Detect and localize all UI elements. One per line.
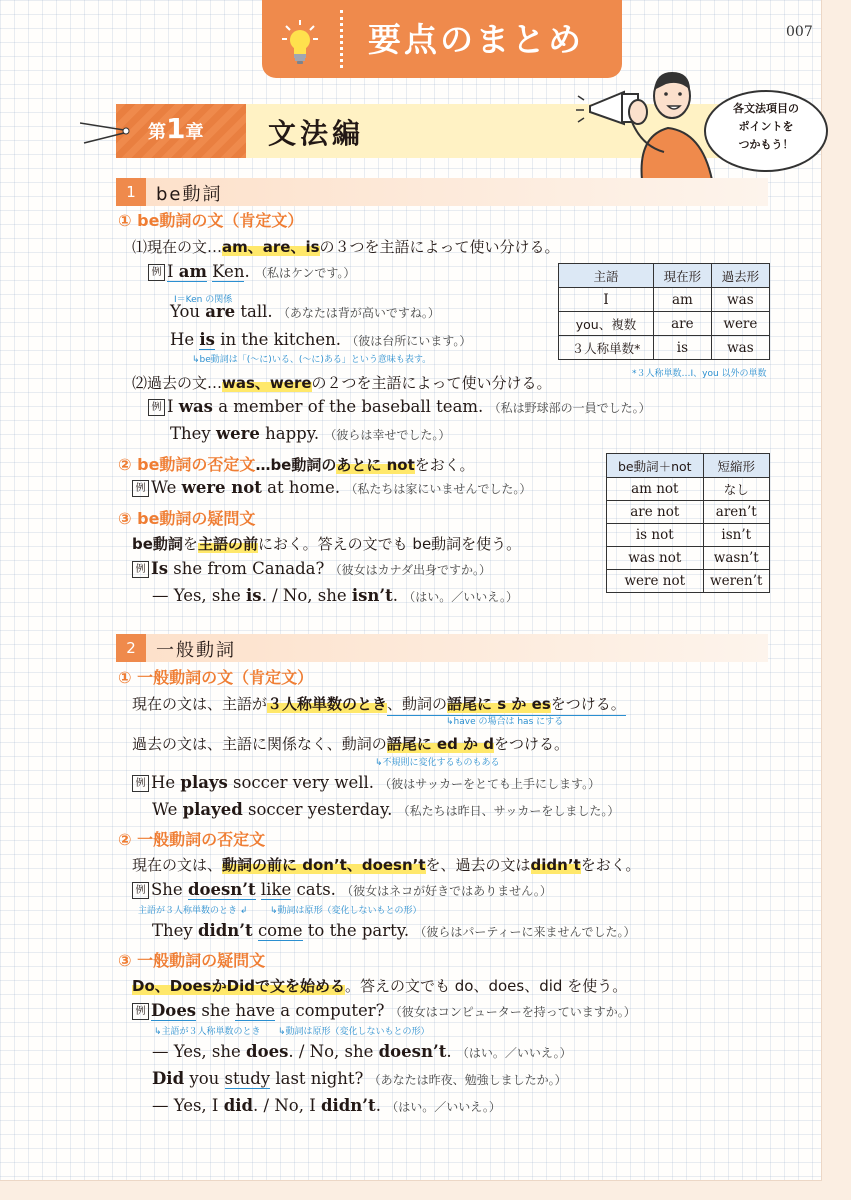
example-sentence: You are tall. （あなたは背が高いですね。）: [170, 302, 440, 321]
table-cell: was not: [607, 547, 704, 570]
table-cell: are not: [607, 501, 704, 524]
annotation-note: ↳不規則に変化するものもある: [375, 758, 500, 768]
example-sentence: — Yes, she does. / No, she doesn’t. （はい。／いいえ。）: [152, 1042, 572, 1061]
example-sentence: Did you study last night? （あなたは昨夜、勉強しましたか。）: [152, 1069, 567, 1088]
table-cell: were: [711, 312, 769, 336]
summary-banner: [262, 0, 622, 78]
example-sentence: He is in the kitchen. （彼は台所にいます。）: [170, 330, 472, 349]
be-not-table: [606, 453, 770, 593]
subheading: ② 一般動詞の否定文: [118, 830, 266, 849]
annotation-note: 主語が３人称単数のとき ↲: [138, 906, 248, 916]
table-cell: are: [653, 312, 711, 336]
rule-line: ⑴現在の文…am、are、isの３つを主語によって使い分ける。: [132, 238, 560, 256]
speech-bubble: [704, 90, 828, 172]
table-cell: am: [653, 288, 711, 312]
rule-line: 現在の文は、主語が３人称単数のとき、動詞の語尾に s か esをつける。: [132, 693, 626, 714]
example-mark: 例: [148, 399, 165, 416]
annotation-note: ↳be動詞は「(～に)いる、(～に)ある」という意味も表す。: [192, 355, 432, 365]
table-cell: isn’t: [703, 524, 769, 547]
bubble-line: つかもう！: [738, 138, 794, 151]
subheading: ① 一般動詞の文（肯定文）: [118, 668, 314, 687]
example-sentence: We played soccer yesterday. （私たちは昨日、サッカーをしました。）: [152, 800, 620, 819]
table-cell: was: [711, 288, 769, 312]
subheading: ② be動詞の否定文…be動詞のあとに notをおく。: [118, 455, 475, 474]
chapter-label: 第1章: [148, 112, 204, 145]
annotation-note: ↳動詞は原形（変化しないもとの形）: [278, 1027, 430, 1037]
rule-line: Do、DoesかDidで文を始める。答えの文でも do、does、did を使う。: [132, 977, 628, 995]
table-header: 短縮形: [703, 454, 769, 478]
example-sentence: 例 I am Ken. （私はケンです。）: [148, 262, 355, 281]
banner-divider: [340, 10, 343, 68]
example-sentence: 例 Does she have a computer? （彼女はコンピューターを持っていますか。）: [132, 1001, 636, 1020]
table-cell: you、複数: [559, 312, 654, 336]
section-title: 一般動詞: [156, 640, 236, 661]
annotation-note: ↳動詞は原形（変化しないもとの形）: [270, 906, 422, 916]
banner-title: 要点のまとめ: [368, 20, 584, 59]
table-cell: I: [559, 288, 654, 312]
subheading: ③ be動詞の疑問文: [118, 509, 256, 528]
megaphone-boy-illustration: [572, 66, 718, 180]
rule-line: be動詞を主語の前におく。答えの文でも be動詞を使う。: [132, 535, 522, 553]
table-cell: was: [711, 336, 769, 360]
table-header: be動詞＋not: [607, 454, 704, 478]
section-number: 1: [116, 178, 146, 206]
example-sentence: — Yes, she is. / No, she isn’t. （はい。／いいえ。）: [152, 586, 519, 605]
example-sentence: 例 He plays soccer very well. （彼はサッカーをとても上手にします。）: [132, 773, 600, 792]
rule-line: ⑵過去の文…was、wereの２つを主語によって使い分ける。: [132, 374, 552, 392]
table-footnote: *３人称単数…I、you 以外の単数: [632, 369, 767, 379]
table-cell: were not: [607, 570, 704, 593]
subheading: ① be動詞の文（肯定文）: [118, 211, 304, 230]
annotation-note: I＝Ken の関係: [174, 295, 233, 305]
rule-line: 過去の文は、主語に関係なく、動詞の語尾に ed か dをつける。: [132, 735, 570, 753]
bubble-line: 各文法項目の: [733, 102, 799, 115]
chapter-title: 文法編: [268, 117, 365, 150]
example-sentence: They didn’t come to the party. （彼らはパーティーに来ませんでした。）: [152, 921, 636, 940]
table-header: 現在形: [653, 264, 711, 288]
table-header: 主語: [559, 264, 654, 288]
table-cell: am not: [607, 478, 704, 501]
table-cell: is not: [607, 524, 704, 547]
rule-line: 現在の文は、動詞の前に don’t、doesn’tを、過去の文はdidn’tをおく。: [132, 856, 641, 874]
table-cell: is: [653, 336, 711, 360]
page-number: 007: [786, 24, 813, 40]
table-header: 過去形: [711, 264, 769, 288]
annotation-note: ↳have の場合は has にする: [446, 717, 564, 727]
example-sentence: They were happy. （彼らは幸せでした。）: [170, 424, 451, 443]
table-cell: weren’t: [703, 570, 769, 593]
table-cell: ３人称単数*: [559, 336, 654, 360]
example-mark: 例: [132, 561, 149, 578]
example-mark: 例: [132, 775, 149, 792]
table-cell: なし: [703, 478, 769, 501]
lightbulb-icon: [282, 20, 318, 66]
example-mark: 例: [132, 480, 149, 497]
bubble-line: ポイントを: [738, 120, 794, 133]
example-sentence: 例 She doesn’t like cats. （彼女はネコが好きではありません。）: [132, 880, 552, 899]
section-title: be動詞: [156, 184, 223, 205]
subheading: ③ 一般動詞の疑問文: [118, 951, 266, 970]
example-sentence: 例 We were not at home. （私たちは家にいませんでした。）: [132, 478, 531, 497]
example-sentence: 例 Is she from Canada? （彼女はカナダ出身ですか。）: [132, 559, 491, 578]
be-verb-table: [558, 263, 770, 360]
pointer-lines-icon: [80, 118, 130, 148]
annotation-note: ↳主語が３人称単数のとき: [154, 1027, 261, 1037]
example-sentence: 例 I was a member of the baseball team. （私は野球部の一員でした。）: [148, 397, 651, 416]
table-cell: aren’t: [703, 501, 769, 524]
example-sentence: — Yes, I did. / No, I didn’t. （はい。／いいえ。）: [152, 1096, 501, 1115]
section-number: 2: [116, 634, 146, 662]
example-mark: 例: [132, 1003, 149, 1020]
table-cell: wasn’t: [703, 547, 769, 570]
example-mark: 例: [132, 882, 149, 899]
example-mark: 例: [148, 264, 165, 281]
